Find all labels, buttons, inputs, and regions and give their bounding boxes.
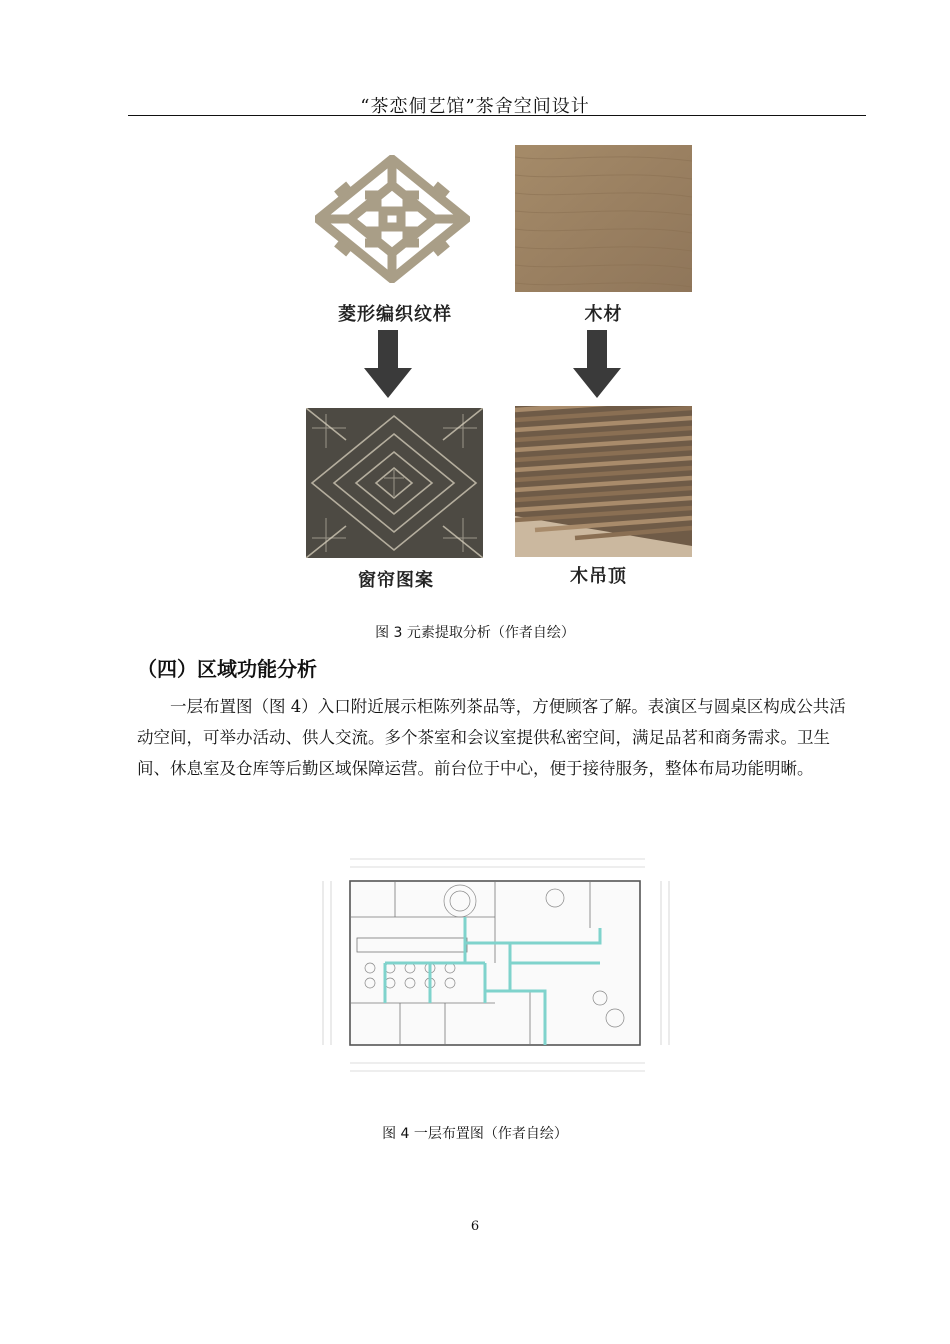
page-number: 6: [470, 1219, 480, 1234]
section-heading: （四）区域功能分析: [137, 657, 317, 681]
paragraph-text: 一层布置图（图 4）入口附近展示柜陈列茶品等，方便顾客了解。表演区与圆桌区构成公共活动空间，可举办活动、供人交流。多个茶室和会议室提供私密空间，满足品茗和商务需求。卫生间、休息室及仓库等后勤区域保障运营。前台位于中心，便于接待服务，整体布局功能明晰。: [137, 697, 846, 778]
curtain-pattern-image: [306, 408, 483, 558]
body-paragraph: [137, 691, 861, 784]
diamond-weave-pattern-image: [315, 155, 470, 283]
floor-plan-image: [315, 853, 685, 1078]
wood-texture-image: [515, 145, 692, 292]
figure-3-caption: 图 3 元素提取分析（作者自绘）: [375, 625, 575, 641]
wood-ceiling-image: [515, 406, 692, 557]
header-rule: [128, 115, 866, 116]
label-wood: 木材: [584, 304, 623, 325]
down-arrow-icon: [364, 330, 412, 398]
label-wood-ceiling: 木吊顶: [570, 566, 627, 587]
label-diamond-weave-pattern: 菱形编织纹样: [338, 304, 452, 325]
label-curtain-pattern: 窗帘图案: [358, 570, 434, 591]
figure-4-caption: 图 4 一层布置图（作者自绘）: [382, 1126, 568, 1142]
running-header: “茶恋侗艺馆”茶舍空间设计: [360, 96, 590, 117]
down-arrow-icon: [573, 330, 621, 398]
